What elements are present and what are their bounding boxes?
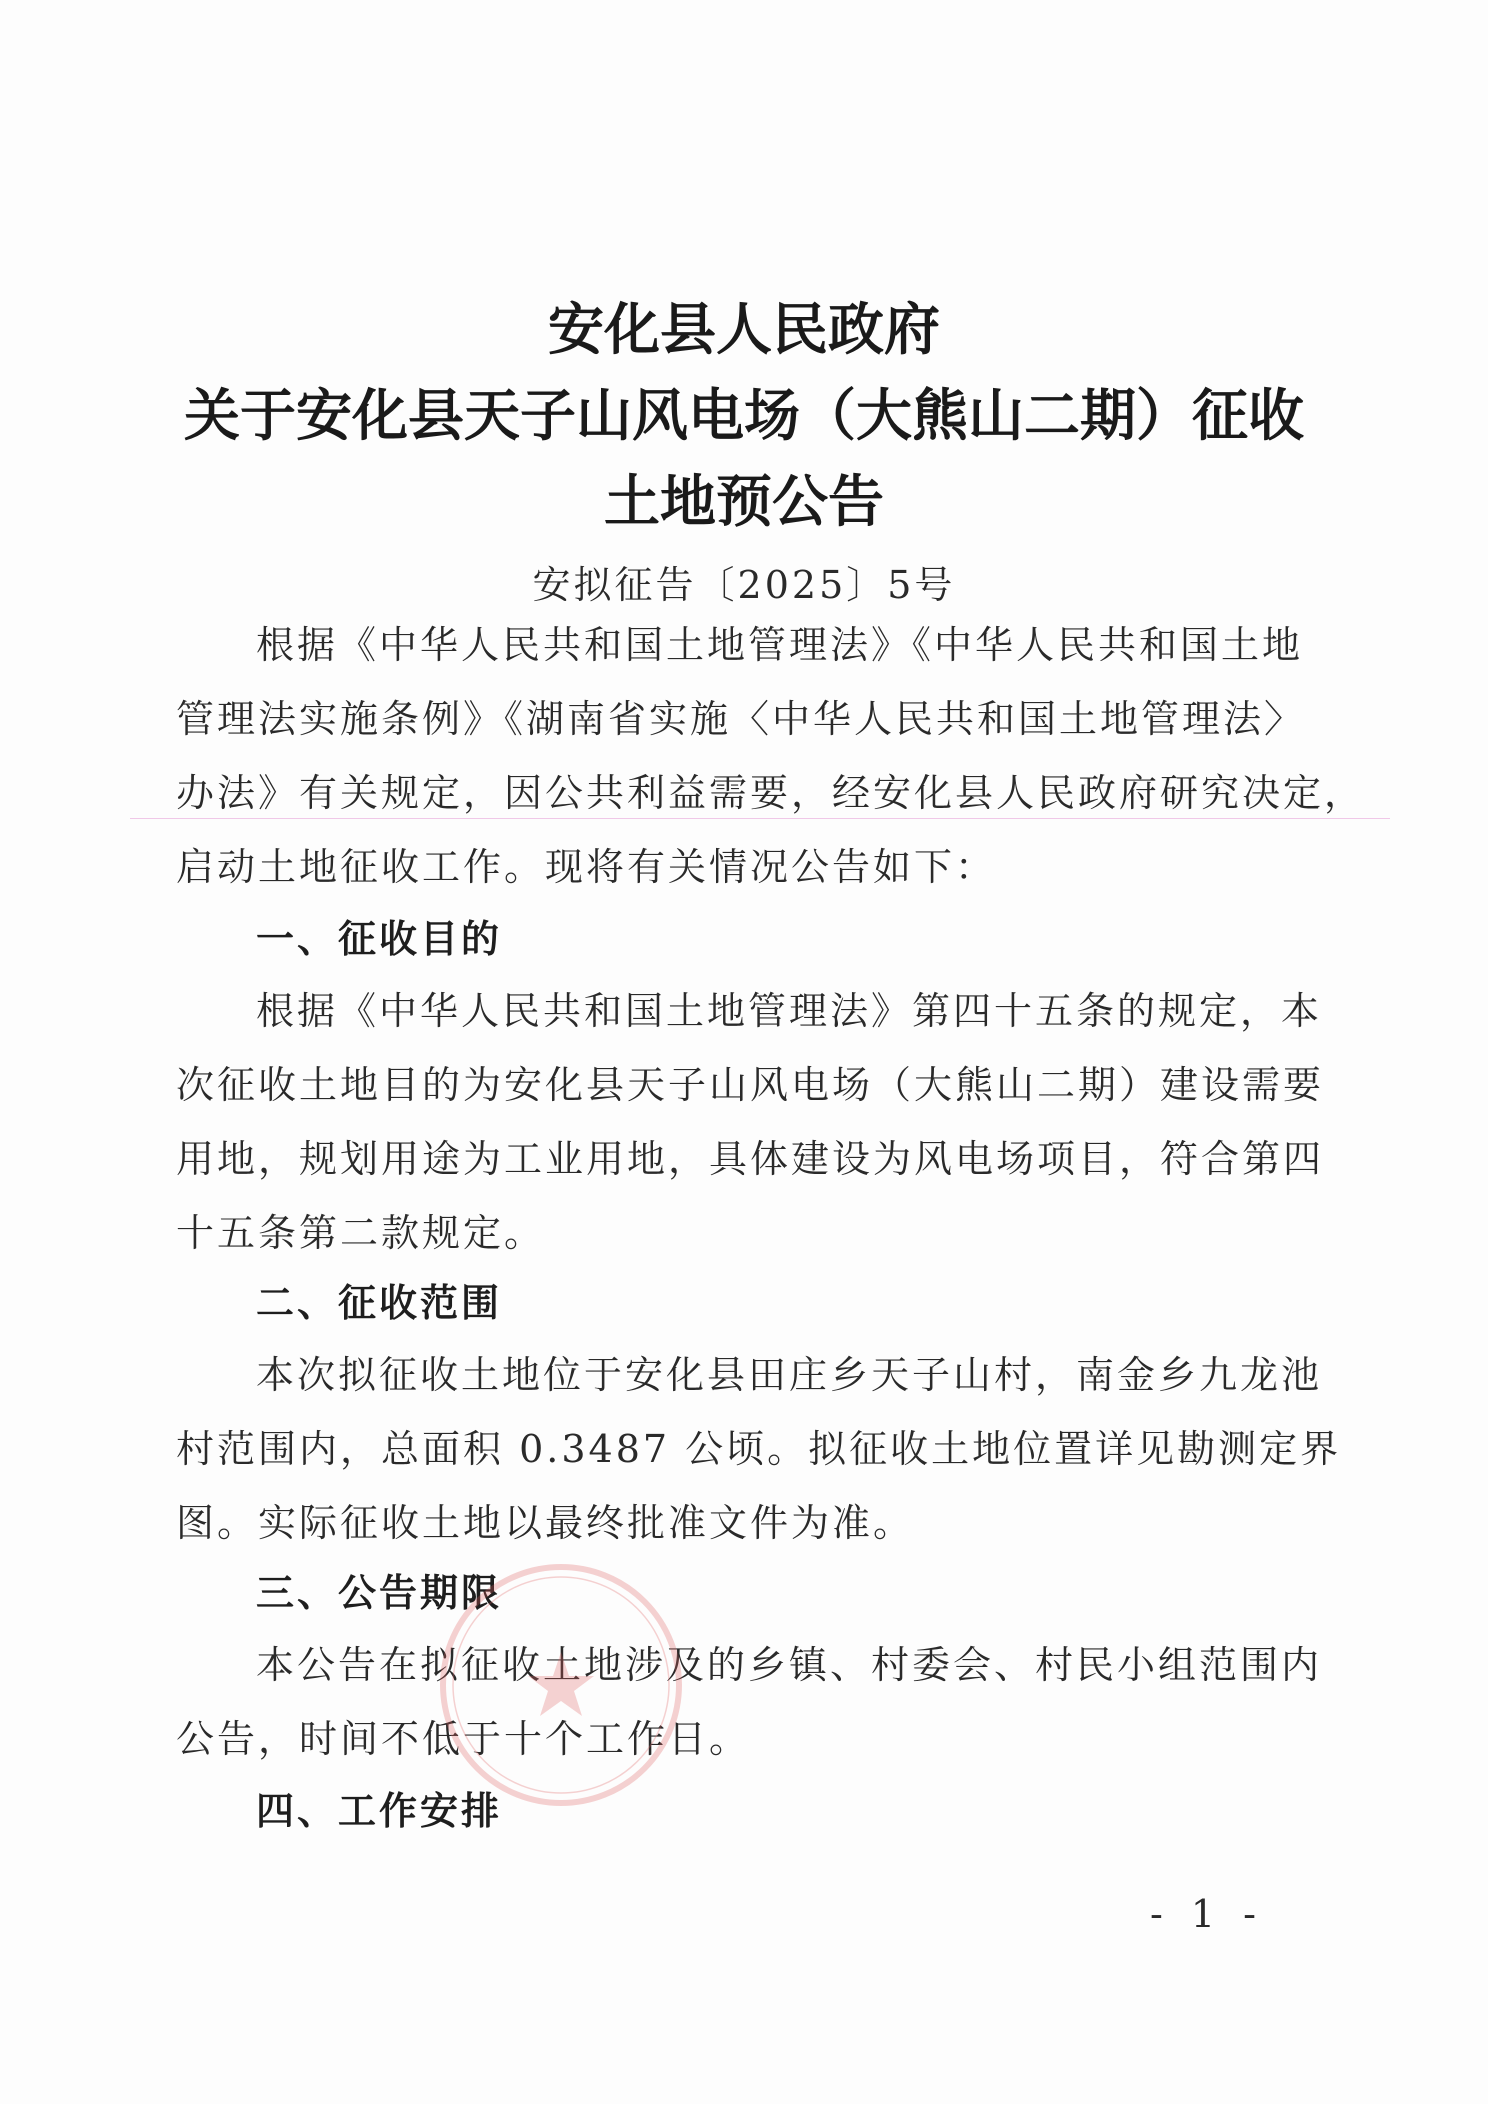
fold-line [130, 818, 1390, 819]
body-line: 用地，规划用途为工业用地，具体建设为风电场项目，符合第四 [176, 1137, 1325, 1181]
section-heading: 一、征收目的 [256, 917, 503, 961]
title-line-3: 土地预公告 [604, 470, 884, 535]
title-line-1: 安化县人民政府 [548, 298, 940, 363]
title-line-2: 关于安化县天子山风电场（大熊山二期）征收 [184, 384, 1304, 449]
body-line: 村范围内，总面积 0.3487 公顷。拟征收土地位置详见勘测定界 [176, 1427, 1342, 1471]
page-number: - 1 - [1150, 1892, 1265, 1936]
intro-line: 根据《中华人民共和国土地管理法》《中华人民共和国土地 [256, 623, 1304, 667]
intro-line: 启动土地征收工作。现将有关情况公告如下： [176, 845, 997, 889]
body-line: 十五条第二款规定。 [176, 1211, 546, 1255]
intro-line: 管理法实施条例》《湖南省实施〈中华人民共和国土地管理法〉 [176, 697, 1306, 741]
body-line: 根据《中华人民共和国土地管理法》第四十五条的规定，本 [256, 989, 1323, 1033]
section-heading: 三、公告期限 [256, 1571, 503, 1615]
section-heading: 四、工作安排 [256, 1789, 503, 1833]
intro-line: 办法》有关规定，因公共利益需要，经安化县人民政府研究决定， [176, 771, 1366, 815]
body-line: 本次拟征收土地位于安化县田庄乡天子山村，南金乡九龙池 [256, 1353, 1323, 1397]
section-heading: 二、征收范围 [256, 1281, 503, 1325]
body-line: 本公告在拟征收土地涉及的乡镇、村委会、村民小组范围内 [256, 1643, 1323, 1687]
body-line: 图。实际征收土地以最终批准文件为准。 [176, 1501, 915, 1545]
document-number: 安拟征告〔2025〕5号 [532, 563, 956, 607]
body-line: 公告，时间不低于十个工作日。 [176, 1717, 751, 1761]
body-line: 次征收土地目的为安化县天子山风电场（大熊山二期）建设需要 [176, 1063, 1325, 1107]
